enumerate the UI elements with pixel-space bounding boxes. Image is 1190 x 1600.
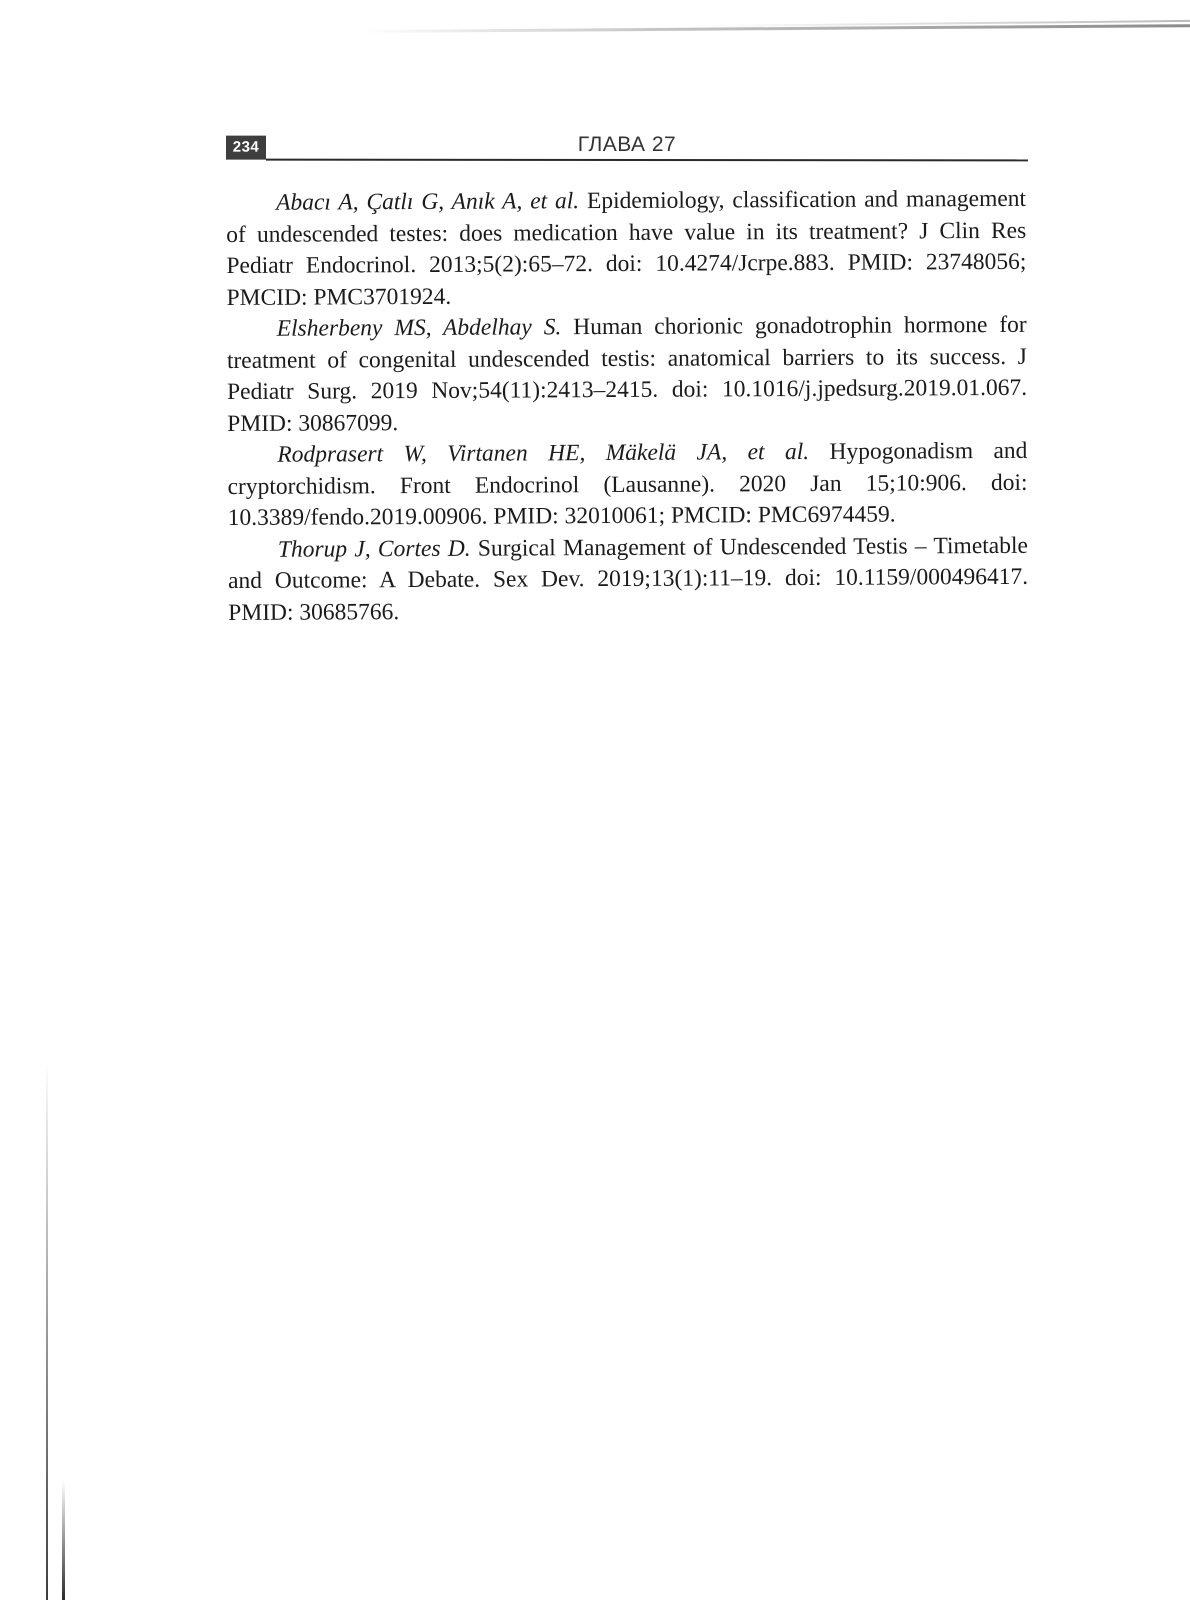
reference-authors: Abacı A, Çatlı G, Anık A, et al. — [276, 188, 580, 216]
reference-list — [226, 184, 1028, 629]
reference-item — [226, 184, 1027, 314]
reference-item — [227, 436, 1027, 535]
reference-authors: Elsherbeny MS, Abdelhay S. — [276, 314, 562, 342]
reference-authors: Thorup J, Cortes D. — [277, 535, 471, 563]
reference-text: Surgical Management of Undescended Testis – Timetable and Outcome: A Debate. Sex Dev. 2019;13(1):11–19. doi: 10.1159/000496417. PMID: 30685766. — [227, 532, 1029, 626]
reference-text: Hypogonadism and cryptorchidism. Front Endocrinol (Lausanne). 2020 Jan 15;10:906. doi: 10.3389/fendo.2019.00906. PMID: 32010061; PMCID: PMC6974459. — [227, 437, 1028, 531]
header-rule — [266, 159, 1028, 162]
reference-authors: Rodprasert W, Virtanen HE, Mäkelä JA, et al. — [277, 438, 810, 468]
reference-item — [227, 310, 1028, 440]
chapter-title: ГЛАВА 27 — [577, 132, 677, 157]
scan-edge-left — [46, 1060, 48, 1600]
reference-item — [228, 530, 1028, 629]
scan-edge-left-dark — [62, 1480, 65, 1600]
page-header — [226, 134, 1028, 163]
page-number-badge: 234 — [226, 136, 266, 160]
reference-text: Human chorionic gonadotrophin hormone for treatment of congenital undescended testis: anatomical barriers to its success. J Pediatr Surg. 2019 Nov;54(11):2413–2415. doi: 10.1016/j.jpedsurg.2019.01.067. PMID: 30867099. — [226, 311, 1028, 437]
reference-text: Epidemiology, classification and management of undescended testes: does medication have value in its treatment? J Clin Res Pediatr Endocrinol. 2013;5(2):65–72. doi: 10.4274/Jcrpe.883. PMID: 23748056; PMCID: PMC3701924. — [226, 185, 1027, 311]
